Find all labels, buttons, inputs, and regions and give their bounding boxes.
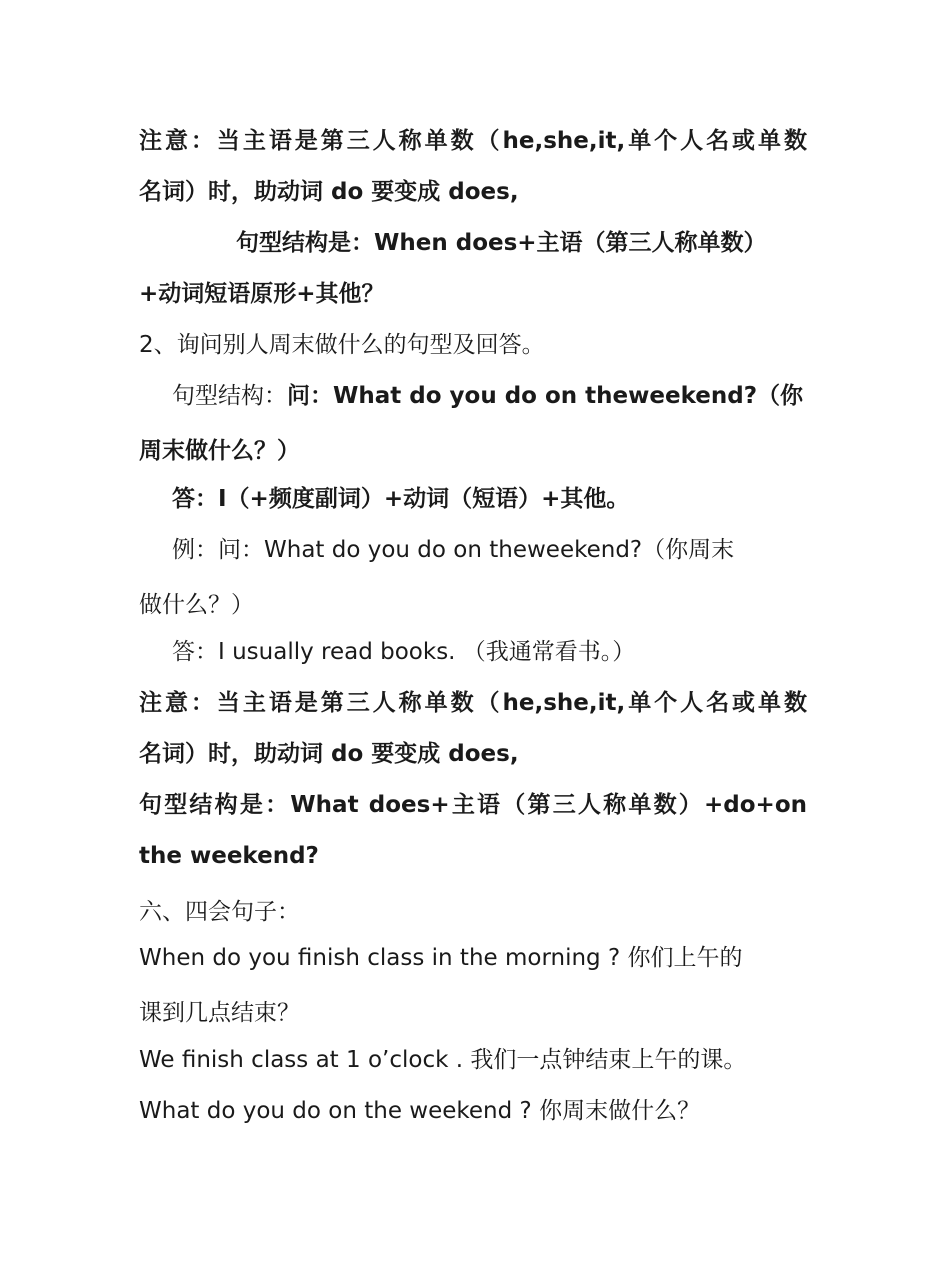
- example-question: 例：问：What do you do on theweekend?（你周末: [172, 537, 735, 563]
- section6-heading: 六、四会句子：: [139, 899, 300, 925]
- sentence-1: When do you finish class in the morning ? 你们上午的: [139, 945, 743, 971]
- note1-line1: 注意：当主语是第三人称单数（he,she,it,单个人名或单数: [139, 128, 807, 154]
- note2-line3: 句型结构是：What does+主语（第三人称单数）+do+on: [139, 792, 807, 818]
- example-question-cont: 做什么？）: [139, 592, 254, 618]
- note2-line4: the weekend?: [139, 843, 319, 869]
- section2-heading: 2、询问别人周末做什么的句型及回答。: [139, 332, 545, 358]
- example-answer: 答：I usually read books. （我通常看书。）: [172, 639, 636, 665]
- note2-line2: 名词）时，助动词 do 要变成 does,: [139, 741, 519, 767]
- sentence-2: We finish class at 1 o’clock . 我们一点钟结束上午的课。: [139, 1047, 747, 1073]
- sentence-3: What do you do on the weekend ? 你周末做什么？: [139, 1098, 701, 1124]
- structure-line: [172, 381, 807, 411]
- structure-question-cont: 周末做什么？）: [139, 438, 300, 464]
- structure-prefix: 句型结构：: [172, 383, 287, 409]
- note1-line2: 名词）时，助动词 do 要变成 does,: [139, 179, 519, 205]
- structure-answer: 答：I（+频度副词）+动词（短语）+其他。: [172, 486, 630, 512]
- note2-line1: 注意：当主语是第三人称单数（he,she,it,单个人名或单数: [139, 690, 807, 716]
- structure-question: 问：What do you do on theweekend?（你: [287, 383, 804, 409]
- sentence-1-cont: 课到几点结束？: [139, 1000, 300, 1026]
- note1-line3: 句型结构是：When does+主语（第三人称单数）: [236, 230, 767, 256]
- note1-line4: +动词短语原形+其他？: [139, 281, 385, 307]
